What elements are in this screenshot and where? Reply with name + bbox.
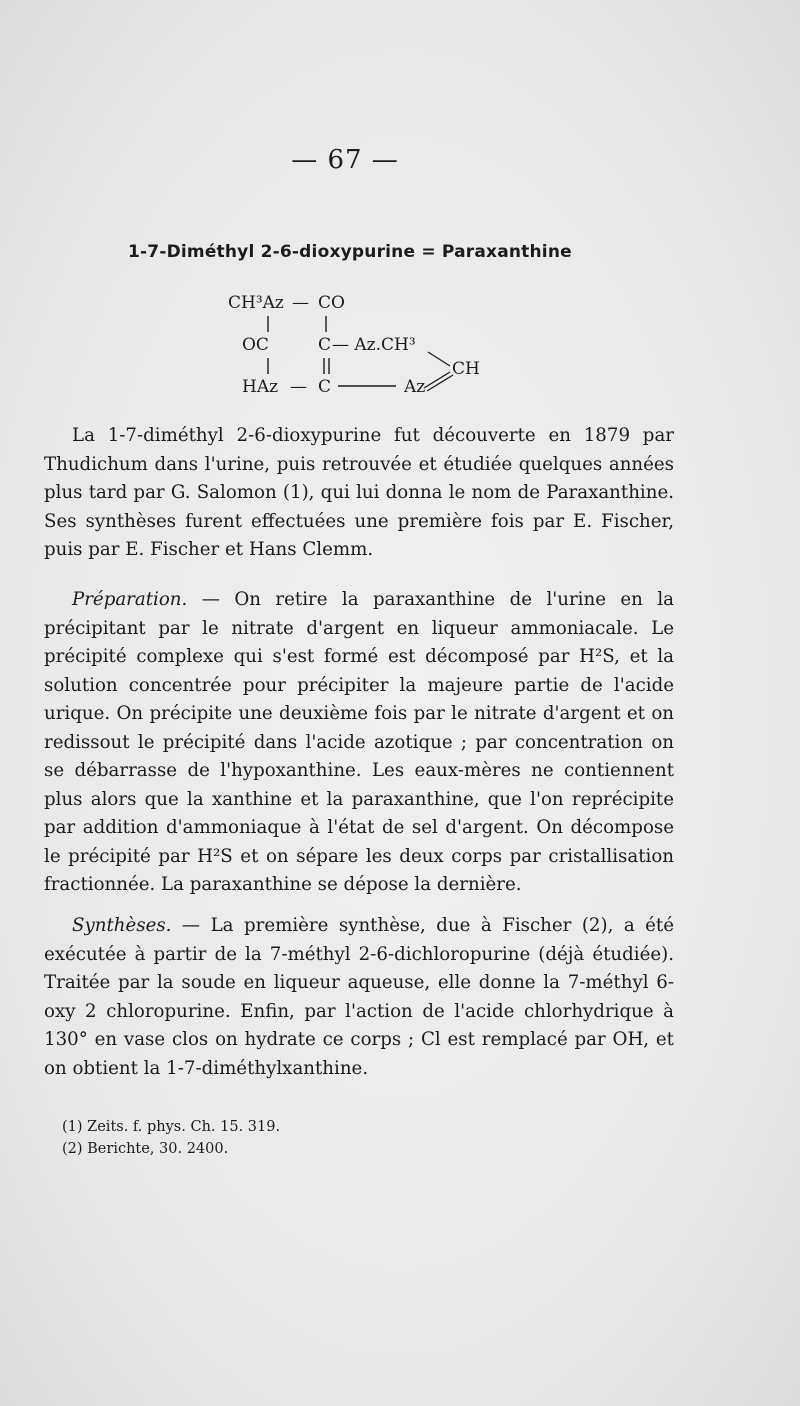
- paragraph-1-text: La 1-7-diméthyl 2-6-dioxypurine fut découverte en 1879 par Thudichum dans l'urine, puis retrouvée et étudiée quelques années plus tard par G. Salomon (1), qui lui donna le nom de Paraxanthine. Ses synthèses furent effectuées une première fois par E. Fischer, puis par E. Fischer et Hans Clemm.: [44, 425, 674, 560]
- formula-row2-left: OC: [242, 335, 269, 355]
- formula-diagram: [228, 288, 528, 398]
- formula-row3-mid: C: [318, 377, 332, 397]
- paragraph-3-text: — La première synthèse, due à Fischer (2), a été exécutée à partir de la 7-méthyl 2-6-dichloropurine (déjà étudiée). Traitée par la soude en liqueur aqueuse, elle donne la 7-méthyl 6-oxy 2 chloropurine. Enfin, par l'action de l'acide chlorhydrique à 130° en vase clos on hydrate ce corps ; Cl est remplacé par OH, et on obtient la 1-7-diméthylxanthine.: [44, 915, 674, 1079]
- formula-row1-dash: —: [292, 293, 309, 313]
- page-number: — 67 —: [291, 145, 399, 175]
- bond-diagonal-upper: [428, 352, 450, 366]
- formula-row3-left: HAz: [242, 377, 279, 397]
- footnotes: [62, 1116, 462, 1160]
- paragraph-2-lead: Préparation.: [72, 589, 188, 610]
- footnote-2: (2) Berichte, 30. 2400.: [62, 1141, 229, 1157]
- paragraph-3-lead: Synthèses.: [72, 915, 172, 936]
- paragraph-syntheses: [44, 912, 674, 1083]
- paragraph-introduction: [44, 422, 674, 565]
- formula-row1-right: CO: [318, 293, 345, 313]
- paragraph-2-text: — On retire la paraxanthine de l'urine en la précipitant par le nitrate d'argent en liqueur ammoniacale. Le précipité complexe qui s'est formé est décomposé par H²S, et la solution concentrée pour précipiter la majeure partie de l'acide urique. On précipite une deuxième fois par le nitrate d'argent et on redissout le précipité dans l'acide azotique ; par concentration on se débarrasse de l'hypoxanthine. Les eaux-mères ne contiennent plus alors que la xanthine et la paraxanthine, que l'on reprécipite par addition d'ammoniaque à l'état de sel d'argent. On décompose le précipité par H²S et on sépare les deux corps par cristallisation fractionnée. La paraxanthine se dépose la dernière.: [44, 589, 674, 895]
- formula-row2-right: — Az.CH³: [332, 335, 416, 355]
- section-title: 1-7-Diméthyl 2-6-dioxypurine = Paraxanthine: [128, 242, 572, 262]
- formula-row3-dash: —: [290, 377, 307, 397]
- structural-formula: [228, 288, 528, 398]
- formula-row2-mid: C: [318, 335, 332, 355]
- formula-row3-right: Az: [404, 377, 426, 397]
- footnote-1: (1) Zeits. f. phys. Ch. 15. 319.: [62, 1119, 281, 1135]
- paragraph-preparation: [44, 586, 674, 900]
- formula-row1-left: CH³Az: [228, 293, 284, 313]
- formula-row2-end: CH: [452, 359, 480, 379]
